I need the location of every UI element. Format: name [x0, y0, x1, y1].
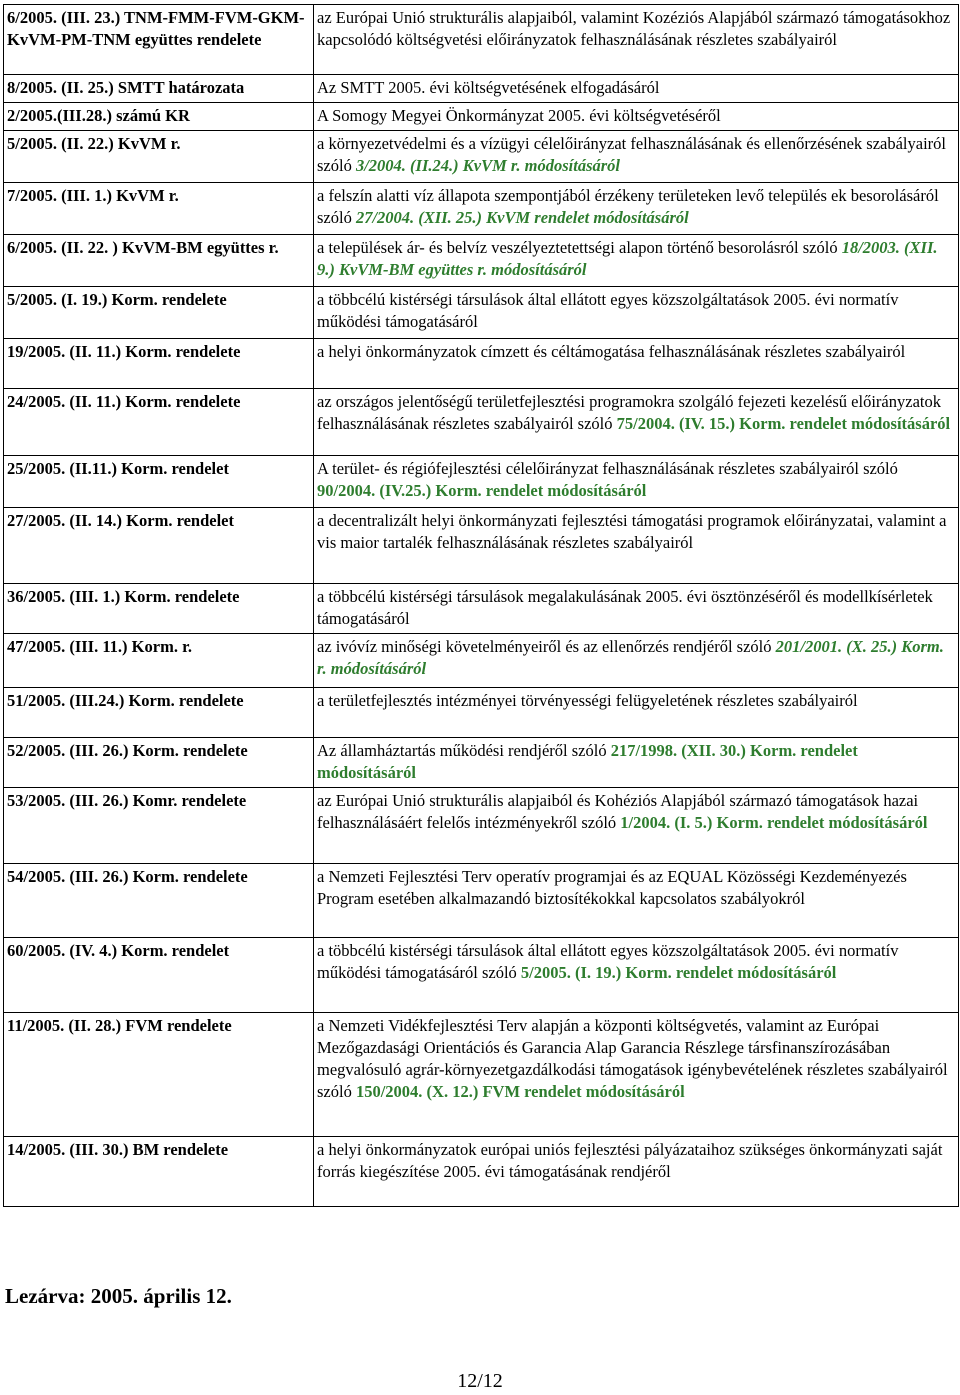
regulation-id: 27/2005. (II. 14.) Korm. rendelet	[4, 508, 314, 584]
regulation-text: az országos jelentőségű területfejlesztési programokra szolgáló fejezeti kezelésű előirányzatok felhasználásának részletes szabályairól szóló	[317, 392, 941, 433]
regulation-text: az ivóvíz minőségi követelményeiről és az ellenőrzés rendjéről szóló	[317, 637, 772, 656]
regulation-title	[314, 235, 959, 287]
table-row	[4, 235, 959, 287]
table-row	[4, 1013, 959, 1137]
regulation-text: a területfejlesztés intézményei törvényességi felügyeletének részletes szabályairól	[317, 691, 858, 710]
table-row	[4, 1137, 959, 1207]
table-row	[4, 788, 959, 864]
table-row	[4, 103, 959, 131]
closing-date: Lezárva: 2005. április 12.	[5, 1284, 232, 1308]
regulation-id: 6/2005. (II. 22. ) KvVM-BM együttes r.	[4, 235, 314, 287]
regulation-text: a többcélú kistérségi társulások által ellátott egyes közszolgáltatások 2005. évi normatív működési támogatásáról	[317, 290, 899, 331]
amended-regulation-ref: 75/2004. (IV. 15.) Korm. rendelet módosításáról	[616, 414, 951, 433]
regulation-text: a Nemzeti Vidékfejlesztési Terv alapján a központi költségvetés, valamint az Európai Mezőgazdasági Orientációs és Garancia Alap Garancia Részlege társfinanszírozásában megvalósuló agrár-környezetgazdálkodási támogatások igénybevételének részletes szabályairól szóló	[317, 1016, 948, 1101]
table-row	[4, 938, 959, 1013]
table-row	[4, 287, 959, 339]
regulation-id: 51/2005. (III.24.) Korm. rendelete	[4, 688, 314, 738]
regulation-title	[314, 738, 959, 788]
regulation-title	[314, 339, 959, 389]
regulation-text: a felszín alatti víz állapota szempontjából érzékeny területeken levő település ek besorolásáról szóló	[317, 186, 939, 227]
regulation-title	[314, 584, 959, 634]
amended-regulation-ref: 201/2001. (X. 25.) Korm. r. módosításáról	[317, 637, 944, 678]
regulation-title	[314, 389, 959, 456]
regulation-id: 36/2005. (III. 1.) Korm. rendelete	[4, 584, 314, 634]
regulation-text: a helyi önkormányzatok európai uniós fejlesztési pályázataihoz szükséges önkormányzati saját forrás kiegészítése 2005. évi támogatásának rendjéről	[317, 1140, 943, 1181]
regulation-id: 53/2005. (III. 26.) Komr. rendelete	[4, 788, 314, 864]
regulation-title	[314, 287, 959, 339]
regulation-text: a települések ár- és belvíz veszélyeztetettségi alapon történő besorolásról szóló	[317, 238, 838, 257]
regulation-id: 52/2005. (III. 26.) Korm. rendelete	[4, 738, 314, 788]
regulation-id: 7/2005. (III. 1.) KvVM r.	[4, 183, 314, 235]
regulation-id: 25/2005. (II.11.) Korm. rendelet	[4, 456, 314, 508]
regulation-title	[314, 508, 959, 584]
table-row	[4, 738, 959, 788]
regulation-text: az Európai Unió strukturális alapjaiból, valamint Kozéziós Alapjából származó támogatásokhoz kapcsolódó költségvetési előirányzatok felhasználásának részletes szabályairól	[317, 8, 951, 49]
regulation-id: 24/2005. (II. 11.) Korm. rendelete	[4, 389, 314, 456]
amended-regulation-ref: 1/2004. (I. 5.) Korm. rendelet módosításáról	[620, 813, 928, 832]
regulation-text: a többcélú kistérségi társulások által ellátott egyes közszolgáltatások 2005. évi normatív működési támogatásáról szóló	[317, 941, 899, 982]
regulation-title	[314, 5, 959, 75]
table-row	[4, 183, 959, 235]
table-row	[4, 508, 959, 584]
table-row	[4, 5, 959, 75]
amended-regulation-ref: 3/2004. (II.24.) KvVM r. módosításáról	[355, 156, 621, 175]
regulation-id: 47/2005. (III. 11.) Korm. r.	[4, 634, 314, 688]
amended-regulation-ref: 5/2005. (I. 19.) Korm. rendelet módosításáról	[520, 963, 837, 982]
amended-regulation-ref: 90/2004. (IV.25.) Korm. rendelet módosításáról	[317, 481, 647, 500]
regulation-text: A terület- és régiófejlesztési célelőirányzat felhasználásának részletes szabályairól szóló	[317, 459, 898, 478]
regulation-title	[314, 183, 959, 235]
amended-regulation-ref: 150/2004. (X. 12.) FVM rendelet módosításáról	[355, 1082, 685, 1101]
regulation-title	[314, 788, 959, 864]
regulation-id: 2/2005.(III.28.) számú KR	[4, 103, 314, 131]
regulation-text: Az államháztartás működési rendjéről szóló	[317, 741, 607, 760]
regulation-title	[314, 456, 959, 508]
regulation-text: a decentralizált helyi önkormányzati fejlesztési támogatási programok előirányzatai, valamint a vis maior tartalék felhasználásának részletes szabályairól	[317, 511, 947, 552]
regulation-text: az Európai Unió strukturális alapjaiból és Kohéziós Alapjából származó támogatások hazai felhasználásáért felelős intézményekről szóló	[317, 791, 919, 832]
table-row	[4, 688, 959, 738]
amended-regulation-ref: 217/1998. (XII. 30.) Korm. rendelet módosításáról	[317, 741, 858, 782]
regulation-title	[314, 938, 959, 1013]
regulation-id: 54/2005. (III. 26.) Korm. rendelete	[4, 864, 314, 938]
table-row	[4, 864, 959, 938]
regulation-text: a többcélú kistérségi társulások megalakulásának 2005. évi ösztönzéséről és modellkísérletek támogatásáról	[317, 587, 933, 628]
regulation-title	[314, 1013, 959, 1137]
regulation-id: 5/2005. (II. 22.) KvVM r.	[4, 131, 314, 183]
regulation-title	[314, 688, 959, 738]
amended-regulation-ref: 27/2004. (XII. 25.) KvVM rendelet módosításáról	[355, 208, 689, 227]
regulation-id: 8/2005. (II. 25.) SMTT határozata	[4, 75, 314, 103]
page-number: 12/12	[457, 1370, 503, 1392]
regulation-title	[314, 864, 959, 938]
table-row	[4, 634, 959, 688]
regulation-title	[314, 131, 959, 183]
regulation-id: 60/2005. (IV. 4.) Korm. rendelet	[4, 938, 314, 1013]
regulation-id: 6/2005. (III. 23.) TNM-FMM-FVM-GKM-KvVM-PM-TNM együttes rendelete	[4, 5, 314, 75]
regulation-text: Az SMTT 2005. évi költségvetésének elfogadásáról	[317, 78, 660, 97]
regulation-title	[314, 103, 959, 131]
table-row	[4, 456, 959, 508]
amended-regulation-ref: 18/2003. (XII. 9.) KvVM-BM együttes r. módosításáról	[317, 238, 938, 279]
table-row	[4, 584, 959, 634]
regulation-text: a Nemzeti Fejlesztési Terv operatív programjai és az EQUAL Közösségi Kezdeményezés Program esetében alkalmazandó biztosítékokkal kapcsolatos szabályokról	[317, 867, 907, 908]
regulation-id: 14/2005. (III. 30.) BM rendelete	[4, 1137, 314, 1207]
regulations-table	[3, 4, 959, 1207]
regulation-id: 19/2005. (II. 11.) Korm. rendelete	[4, 339, 314, 389]
regulation-text: a környezetvédelmi és a vízügyi célelőirányzat felhasználásának és ellenőrzésének szabályairól szóló	[317, 134, 946, 175]
table-row	[4, 131, 959, 183]
table-row	[4, 389, 959, 456]
regulation-id: 5/2005. (I. 19.) Korm. rendelete	[4, 287, 314, 339]
regulation-title	[314, 1137, 959, 1207]
regulation-title	[314, 634, 959, 688]
table-row	[4, 75, 959, 103]
regulation-id: 11/2005. (II. 28.) FVM rendelete	[4, 1013, 314, 1137]
regulation-text: A Somogy Megyei Önkormányzat 2005. évi költségvetéséről	[317, 106, 721, 125]
regulation-title	[314, 75, 959, 103]
regulation-text: a helyi önkormányzatok címzett és céltámogatása felhasználásának részletes szabályairól	[317, 342, 906, 361]
table-row	[4, 339, 959, 389]
